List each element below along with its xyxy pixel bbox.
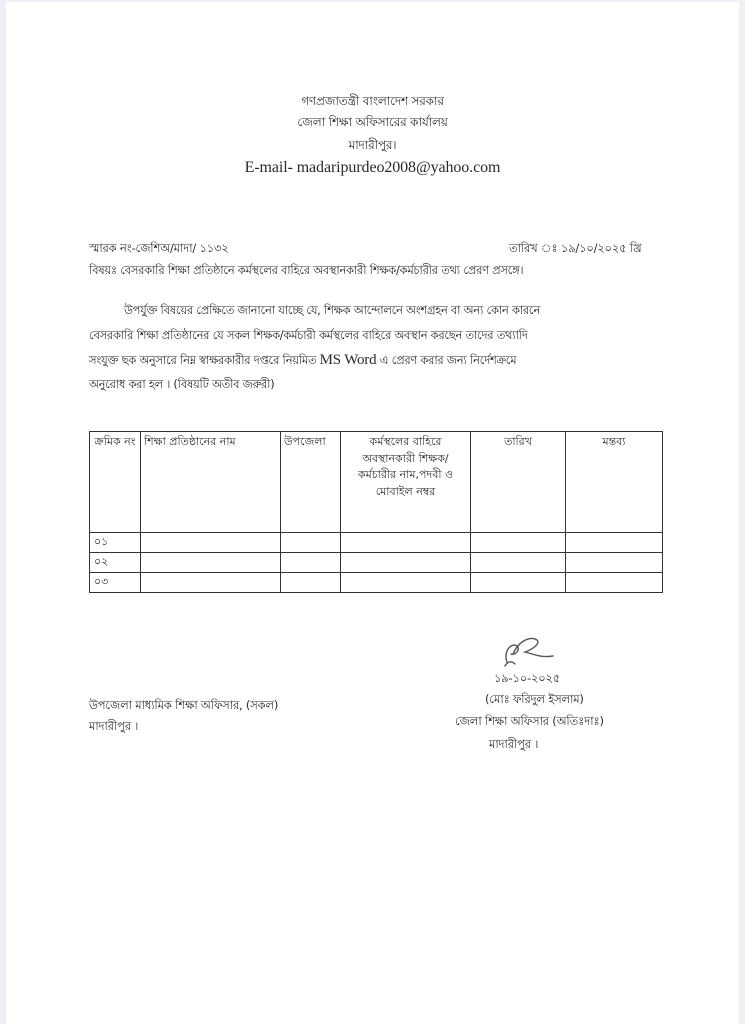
body-line-1: উপর্যুক্ত বিষয়ের প্রেক্ষিতে জানানো যাচ্ছে যে, শিক্ষক আন্দোলনে অংশগ্রহন বা অন্য কোন কারনে <box>124 304 541 317</box>
table-row <box>90 553 663 573</box>
table-row <box>90 533 663 553</box>
body-line-3-tail: এ প্রেরণ করার জন্য নির্দেশক্রমে <box>376 354 517 367</box>
cell-institution <box>141 533 281 553</box>
table-header-row <box>90 432 663 533</box>
signature-date: ১৯-১০-২০২৫ <box>494 671 561 685</box>
signatory-designation: জেলা শিক্ষা অফিসার (অতিঃদাঃ) <box>455 714 604 728</box>
cell-remarks <box>566 553 663 573</box>
header-date: তারিখ <box>471 432 566 533</box>
cell-institution <box>141 553 281 573</box>
office-title: জেলা শিক্ষা অফিসারের কার্যালয় <box>297 115 448 129</box>
memo-reference: স্মারক নং-জেশিঅ/মাদা/ ১১৩২ <box>89 241 229 255</box>
cell-staff <box>341 573 471 593</box>
row-serial: ০১ <box>90 533 141 553</box>
row-serial: ০২ <box>90 553 141 573</box>
cell-institution <box>141 573 281 593</box>
memo-date: তারিখ ঃ ১৯/১০/২০২৫ খ্রি <box>509 241 642 255</box>
cell-remarks <box>566 533 663 553</box>
recipient-line-2: মাদারীপুর । <box>89 719 139 733</box>
body-line-3-text: সংযুক্ত ছক অনুসারে নিম্ন স্বাক্ষরকারীর দপ্তরে নিয়মিত <box>89 354 320 367</box>
header-staff-details: কর্মস্থলের বাহিরে অবস্থানকারী শিক্ষক/কর্মচারীর নাম,পদবী ও মোবাইল নম্বর <box>341 432 471 533</box>
memo-subject: বিষয়ঃ বেসরকারি শিক্ষা প্রতিষ্ঠানে কর্মস্থলের বাহিরে অবস্থানকারী শিক্ষক/কর্মচারীর তথ্য প্রেরণ প্রসঙ্গে। <box>89 264 524 277</box>
cell-upazila <box>281 573 341 593</box>
header-remarks: মন্তব্য <box>566 432 663 533</box>
recipient-line-1: উপজেলা মাধ্যমিক শিক্ষা অফিসার, (সকল) <box>89 698 279 712</box>
header-serial: ক্রমিক নং <box>90 432 141 533</box>
body-line-3 <box>89 352 516 371</box>
office-location: মাদারীপুর। <box>348 138 397 152</box>
row-serial: ০৩ <box>90 573 141 593</box>
office-email: E-mail- madaripurdeo2008@yahoo.com <box>244 159 501 176</box>
table-row <box>90 573 663 593</box>
cell-date <box>471 533 566 553</box>
govt-title: গণপ্রজাতন্ত্রী বাংলাদেশ সরকার <box>301 94 444 108</box>
signature-image <box>497 632 557 670</box>
cell-remarks <box>566 573 663 593</box>
info-table <box>89 431 663 593</box>
cell-upazila <box>281 533 341 553</box>
body-line-2: বেসরকারি শিক্ষা প্রতিষ্ঠানের যে সকল শিক্ষক/কর্মচারী কর্মস্থলের বাহিরে অবস্থান করছেন তাদের তথ্যাদি <box>89 329 528 342</box>
cell-date <box>471 573 566 593</box>
ms-word-text: MS Word <box>319 352 377 368</box>
header-institution-name: শিক্ষা প্রতিষ্ঠানের নাম <box>141 432 281 533</box>
cell-staff <box>341 553 471 573</box>
cell-date <box>471 553 566 573</box>
signatory-name: (মোঃ ফরিদুল ইসলাম) <box>485 692 584 706</box>
body-line-4: অনুরোধ করা হল । (বিষয়টি অতীব জরুরী) <box>89 378 275 391</box>
cell-staff <box>341 533 471 553</box>
header-upazila: উপজেলা <box>281 432 341 533</box>
signatory-place: মাদারীপুর । <box>489 737 539 751</box>
cell-upazila <box>281 553 341 573</box>
